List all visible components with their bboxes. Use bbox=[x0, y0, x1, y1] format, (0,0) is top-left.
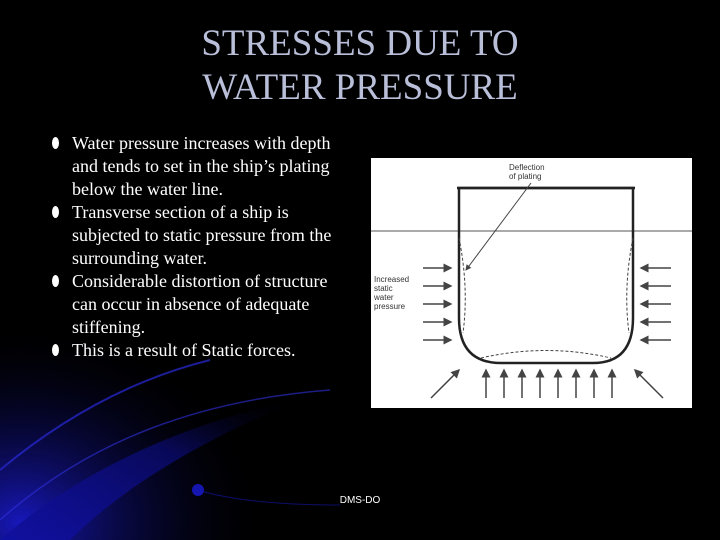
bullet-text: This is a result of Static forces. bbox=[72, 340, 296, 360]
bullet-item bbox=[52, 132, 352, 201]
deflection-label-line2: of plating bbox=[509, 172, 542, 181]
ship-section-diagram bbox=[371, 158, 692, 408]
bullet-list bbox=[52, 132, 352, 362]
title-line-1: STRESSES DUE TO bbox=[201, 23, 519, 64]
deflection-curve-bottom bbox=[481, 351, 611, 359]
deflection-label-line1: Deflection bbox=[509, 163, 545, 172]
title-line-2: WATER PRESSURE bbox=[202, 67, 518, 108]
bullet-icon bbox=[52, 344, 59, 356]
footer-label: DMS-DO bbox=[339, 495, 381, 506]
bullet-icon bbox=[52, 206, 59, 218]
bullet-item bbox=[52, 270, 352, 339]
pressure-label-line1: Increased bbox=[374, 275, 410, 284]
diagram-svg bbox=[371, 158, 692, 408]
pressure-label-line3: water bbox=[374, 293, 394, 302]
bottom-pressure-arrows bbox=[431, 370, 663, 398]
bullet-text: Water pressure increases with depth and tends to set in the ship’s plating below the water line. bbox=[72, 133, 331, 199]
left-pressure-arrows bbox=[423, 268, 451, 340]
bullet-icon bbox=[52, 137, 59, 149]
deflection-pointer bbox=[466, 183, 531, 270]
slide-title bbox=[150, 22, 570, 110]
bullet-item bbox=[52, 201, 352, 270]
bullet-text: Considerable distortion of structure can occur in absence of adequate stiffening. bbox=[72, 271, 328, 337]
bullet-icon bbox=[52, 275, 59, 287]
bullet-text: Transverse section of a ship is subjected to static pressure from the surrounding water. bbox=[72, 202, 332, 268]
hull-outline bbox=[459, 188, 633, 363]
pressure-label-line4: pressure bbox=[374, 302, 406, 311]
right-pressure-arrows bbox=[641, 268, 671, 340]
bullet-item bbox=[52, 339, 352, 362]
pressure-label-line2: static bbox=[374, 284, 393, 293]
